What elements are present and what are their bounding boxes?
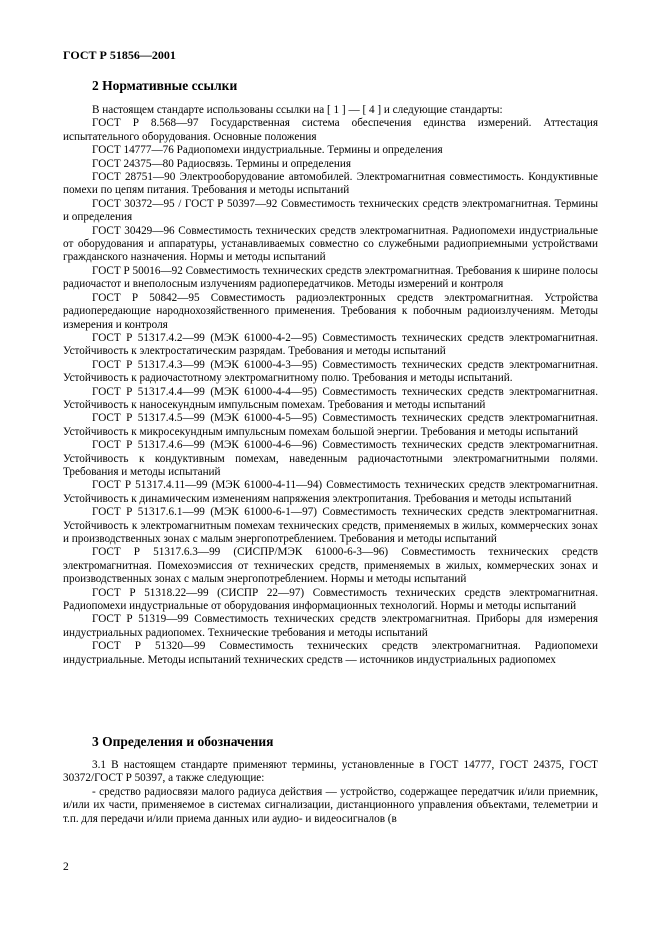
paragraph: ГОСТ 28751—90 Электрооборудование автомобилей. Электромагнитная совместимость. Кондуктивные помехи по цепям питания. Требования и методы испытаний xyxy=(63,171,598,197)
paragraph: ГОСТ 24375—80 Радиосвязь. Термины и определения xyxy=(92,157,352,170)
paragraph: ГОСТ 30372—95 / ГОСТ Р 50397—92 Совместимость технических средств электромагнитная. Термины и определения xyxy=(63,197,598,224)
paragraph: ГОСТ Р 51317.4.3—99 (МЭК 61000-4-3—95) Совместимость технических средств электромагнитная. Устойчивость к радиочастотному электромагнитному полю. Требования и методы испытаний. xyxy=(63,358,598,385)
document-header: ГОСТ Р 51856—2001 xyxy=(63,48,176,62)
paragraph: ГОСТ Р 51320—99 Совместимость технических средств электромагнитная. Радиопомехи индустриальные. Методы испытаний технических средств — источников индустриальных радиопомех xyxy=(63,640,598,666)
paragraph: ГОСТ Р 8.568—97 Государственная система обеспечения единства измерений. Аттестация испытательного оборудования. Основные положения xyxy=(63,117,598,143)
paragraph: ГОСТ Р 51317.4.4—99 (МЭК 61000-4-4—95) Совместимость технических средств электромагнитная. Устойчивость к наносекундным импульсным помехам. Требования и методы испытаний xyxy=(63,385,598,411)
section-2-body xyxy=(63,104,598,667)
paragraph: В настоящем стандарте использованы ссылки на [ 1 ] — [ 4 ] и следующие стандарты: xyxy=(92,104,503,116)
paragraph: - средство радиосвязи малого радиуса действия — устройство, содержащее передатчик и/или приемник, и/или их части, применяемое в системах сигнализации, дистанционного управления объектами, телеметрии и т.п. для передачи и/или приема данных или аудио- и видеосигналов (в xyxy=(63,785,598,825)
paragraph: ГОСТ 14777—76 Радиопомехи индустриальные. Термины и определения xyxy=(92,144,443,157)
paragraph: ГОСТ Р 50842—95 Совместимость радиоэлектронных средств электромагнитная. Устройства радиопередающие народнохозяйственного применения. Требования к побочным радиоизлучениям. Методы измерения и контроля xyxy=(63,291,598,331)
page-number: 2 xyxy=(63,861,69,873)
paragraph: ГОСТ Р 51318.22—99 (СИСПР 22—97) Совместимость технических средств электромагнитная. Радиопомехи индустриальные от оборудования информационных технологий. Нормы и методы испытаний xyxy=(63,586,598,613)
paragraph: ГОСТ Р 51317.4.6—99 (МЭК 61000-4-6—96) Совместимость технических средств электромагнитная. Устойчивость к кондуктивным помехам, наведенным радиочастотными электромагнитными полями. Требования и методы испытаний xyxy=(63,439,598,478)
section-3-title: 3 Определения и обозначения xyxy=(92,734,274,749)
paragraph: ГОСТ 30429—96 Совместимость технических средств электромагнитная. Радиопомехи индустриальные от оборудования и аппаратуры, устанавливаемых совместно со служебными радиоприемными устройствами гражданского назначения. Нормы и методы испытаний xyxy=(63,224,598,264)
paragraph: ГОСТ Р 51317.4.2—99 (МЭК 61000-4-2—95) Совместимость технических средств электромагнитная. Устойчивость к электростатическим разрядам. Требования и методы испытаний xyxy=(63,331,598,358)
paragraph: ГОСТ Р 51317.6.1—99 (МЭК 61000-6-1—97) Совместимость технических средств электромагнитная. Устойчивость к электромагнитным помехам технических средств, применяемых в жилых, коммерческих зонах и производственных зонах с малым энергопотреблением. Требования и методы испытаний xyxy=(63,506,598,545)
paragraph: ГОСТ Р 51317.4.5—99 (МЭК 61000-4-5—95) Совместимость технических средств электромагнитная. Устойчивость к микросекундным импульсным помехам большой энергии. Требования и методы испытаний xyxy=(63,412,598,438)
paragraph: ГОСТ Р 50016—92 Совместимость технических средств электромагнитная. Требования к ширине полосы радиочастот и внеполосным излучениям радиопередатчиков. Методы измерений и контроля xyxy=(63,264,598,291)
paragraph: ГОСТ Р 51319—99 Совместимость технических средств электромагнитная. Приборы для измерения индустриальных радиопомех. Технические требования и методы испытаний xyxy=(63,613,598,639)
section-2-title: 2 Нормативные ссылки xyxy=(92,78,238,93)
paragraph: ГОСТ Р 51317.6.3—99 (СИСПР/МЭК 61000-6-3—96) Совместимость технических средств электромагнитная. Помехоэмиссия от технических средств, применяемых в жилых, коммерческих зонах и производственных зонах с малым энергопотреблением. Нормы и методы испытаний xyxy=(63,546,598,586)
paragraph: 3.1 В настоящем стандарте применяют термины, установленные в ГОСТ 14777, ГОСТ 24375, ГОСТ 30372/ГОСТ Р 50397, а также следующие: xyxy=(63,759,598,785)
section-3-body xyxy=(63,759,598,826)
paragraph: ГОСТ Р 51317.4.11—99 (МЭК 61000-4-11—94) Совместимость технических средств электромагнитная. Устойчивость к динамическим изменениям напряжения электропитания. Требования и методы испытаний xyxy=(63,479,598,505)
